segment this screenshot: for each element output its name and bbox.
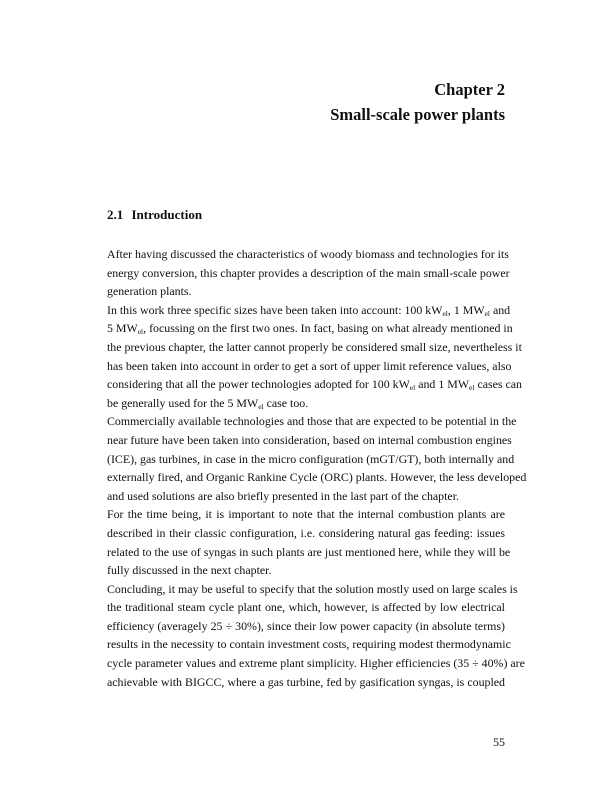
- text-line: related to the use of syngas in such plants are just mentioned here, while they will be: [107, 544, 511, 559]
- subscript: el: [409, 383, 416, 393]
- paragraph: [107, 412, 527, 505]
- text-line: near future have been taken into consideration, based on internal combustion engines: [107, 432, 512, 447]
- text-line: the traditional steam cycle plant one, which, however, is affected by low electrical: [107, 600, 505, 615]
- section-title: Introduction: [131, 207, 203, 222]
- text-line: fully discussed in the next chapter.: [107, 563, 272, 578]
- chapter-title: Small-scale power plants: [330, 105, 505, 124]
- text-line: 5 $MW_{el}$, focussing on the first two ones. In fact, basing on what already mentioned in: [107, 321, 513, 337]
- text-line: the previous chapter, the latter cannot properly be considered small size, nevertheless it: [107, 339, 522, 354]
- text-line: Concluding, it may be useful to specify that the solution mostly used on large scales is: [107, 581, 518, 596]
- text-line: In this work three specific sizes have been taken into account: 100 $kW_{el}$, 1 $MW_{el}$ and: [107, 302, 511, 318]
- subscript: el: [442, 308, 448, 318]
- subscript: el: [469, 383, 475, 393]
- paragraph: [107, 301, 523, 413]
- text-line: cycle parameter values and extreme plant simplicity. Higher efficiencies (35 ÷ 40%) are: [107, 656, 525, 671]
- text-line: energy conversion, this chapter provides a description of the main small-scale power: [107, 265, 510, 280]
- text-line: For the time being, it is important to note that the internal combustion plants are: [107, 507, 505, 522]
- text-line: Commercially available technologies and those that are expected to be potential in the: [107, 414, 517, 429]
- text-line: achievable with BIGCC, where a gas turbine, fed by gasification syngas, is coupled: [107, 674, 505, 689]
- text-line: and used solutions are also briefly presented in the last part of the chapter.: [107, 488, 459, 503]
- subscript: el: [137, 327, 144, 337]
- text-line: After having discussed the characteristics of woody biomass and technologies for its: [107, 247, 509, 261]
- paragraph: [107, 580, 525, 692]
- paragraph: [107, 245, 510, 301]
- paragraph: [107, 505, 511, 579]
- text-line: be generally used for the 5 $MW_{el}$ case too.: [107, 395, 309, 411]
- subscript: el: [484, 308, 490, 318]
- body-text: [107, 245, 527, 691]
- text-line: generation plants.: [107, 284, 192, 299]
- text-line: considering that all the power technologies adopted for 100 $kW_{el}$ and 1 $MW_{el}$ cases can: [107, 377, 523, 393]
- text-line: described in their classic configuration, i.e. considering natural gas feeding: issues: [107, 525, 505, 540]
- text-line: externally fired, and Organic Rankine Cycle (ORC) plants. However, the less developed: [107, 470, 527, 485]
- chapter-number: Chapter 2: [434, 80, 505, 99]
- subscript: el: [258, 401, 264, 411]
- page-number: 55: [493, 735, 505, 749]
- text-line: results in the necessity to contain investment costs, requiring modest thermodynamic: [107, 637, 511, 652]
- text-line: has been taken into account in order to get a sort of upper limit reference values, also: [107, 358, 512, 373]
- section-number: 2.1: [107, 207, 124, 222]
- text-line: (ICE), gas turbines, in case in the micro configuration (mGT/GT), both internally and: [107, 451, 515, 466]
- section-heading: [107, 206, 202, 224]
- text-line: efficiency (averagely 25 ÷ 30%), since their low power capacity (in absolute terms): [107, 618, 505, 633]
